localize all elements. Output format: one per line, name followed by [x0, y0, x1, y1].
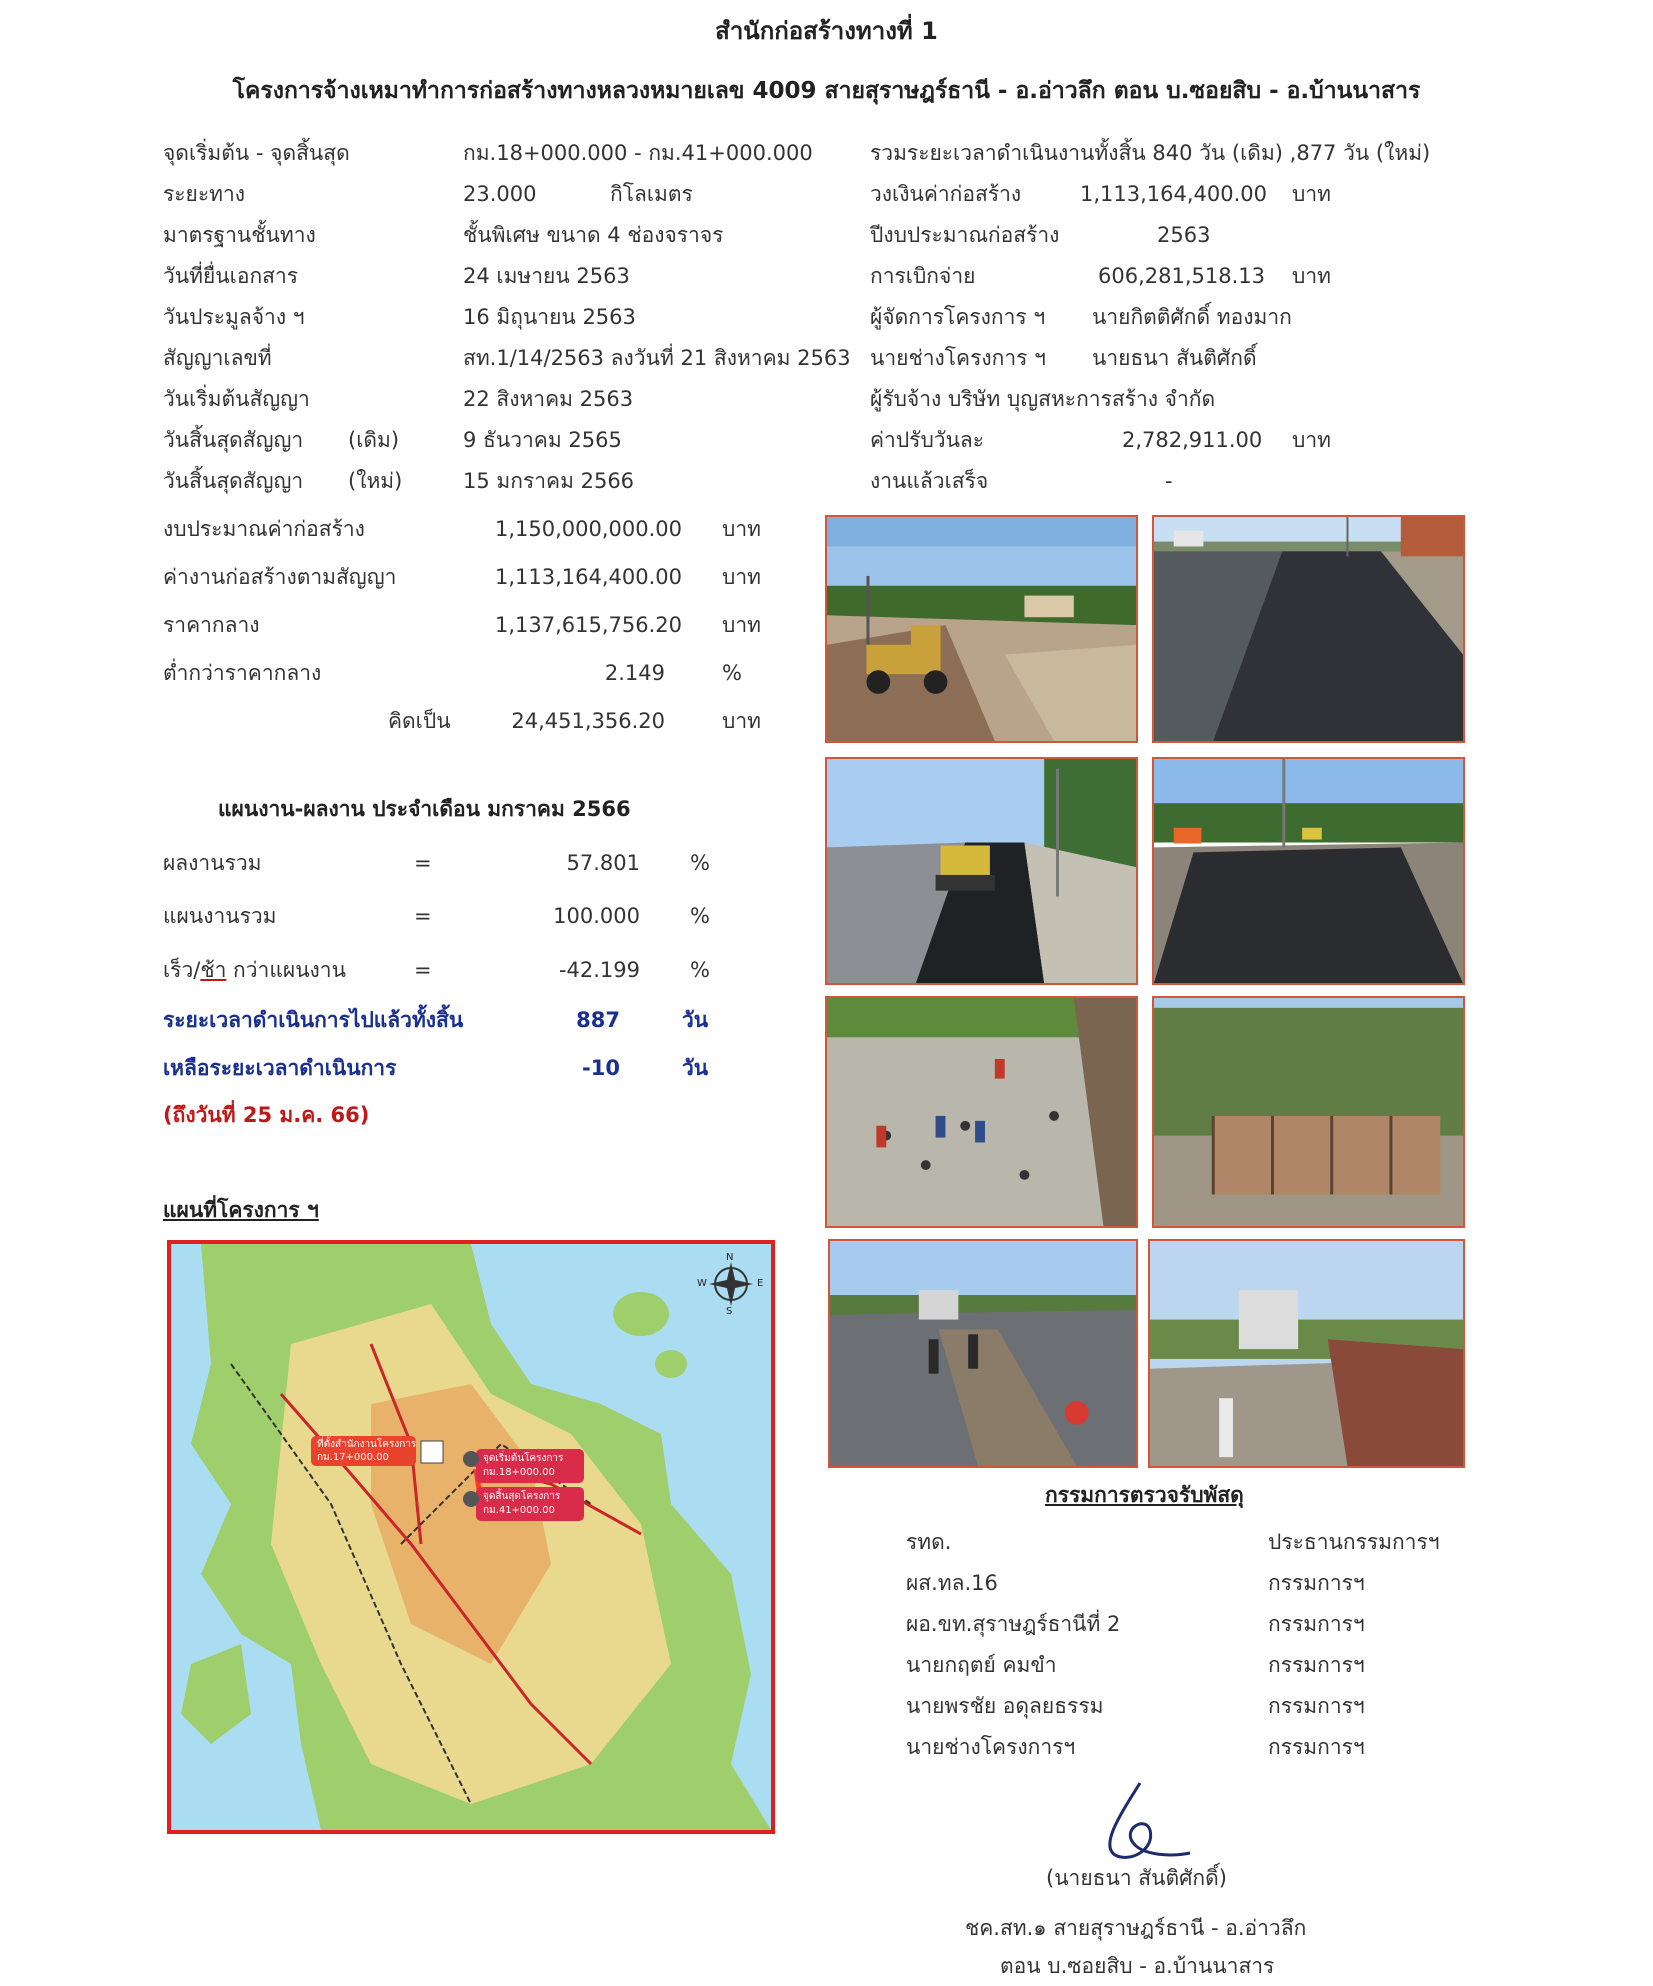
info-label: วันที่ยื่นเอกสาร — [163, 264, 299, 288]
info-label: การเบิกจ่าย — [870, 264, 976, 288]
elapsed-label: ระยะเวลาดำเนินการไปแล้วทั้งสิ้น — [163, 1008, 464, 1032]
budget-label: ต่ำกว่าราคากลาง — [163, 661, 322, 685]
budget-label: ราคากลาง — [163, 613, 260, 637]
info-unit: บาท — [1292, 428, 1331, 452]
budget-label: ค่างานก่อสร้างตามสัญญา — [163, 565, 397, 589]
end-label-line1: จุดสิ้นสุดโครงการ — [483, 1491, 561, 1502]
end-marker-label — [483, 1490, 560, 1518]
info-label: งานแล้วเสร็จ — [870, 469, 989, 493]
compass-w: W — [697, 1278, 707, 1289]
budget-value: 1,150,000,000.00 — [495, 517, 683, 541]
progress-value: -42.199 — [558, 958, 640, 982]
committee-role: กรรมการฯ — [1268, 1612, 1365, 1636]
budget-value: 2.149 — [604, 661, 665, 685]
info-unit: บาท — [1292, 264, 1331, 288]
map-title: แผนที่โครงการ ฯ — [163, 1198, 319, 1222]
progress-value: 100.000 — [553, 904, 640, 928]
info-value: นายกิตติศักดิ์ ทองมาก — [1092, 305, 1292, 329]
committee-name: รทด. — [906, 1530, 952, 1554]
info-value: 15 มกราคม 2566 — [463, 469, 635, 493]
progress-unit: % — [690, 958, 710, 982]
photo-grader — [825, 515, 1138, 743]
label-part-slow: ช้า — [200, 958, 227, 982]
info-value: นายธนา สันติศักดิ์ — [1092, 346, 1257, 370]
project-title: โครงการจ้างเหมาทำการก่อสร้างทางหลวงหมายเลข 4009 สายสุราษฎร์ธานี - อ.อ่าวลึก ตอน บ.ซอยสิบ - อ.บ้านนาสาร — [232, 78, 1421, 104]
elapsed-value: 887 — [576, 1008, 620, 1032]
info-value: 22 สิงหาคม 2563 — [463, 387, 634, 411]
budget-unit: บาท — [722, 565, 761, 589]
label-part-rest: กว่าแผนงาน — [226, 958, 346, 982]
progress-eq: = — [414, 904, 432, 928]
photo-formwork — [1152, 996, 1465, 1228]
photo-road-roller — [825, 757, 1138, 985]
info-value: 9 ธันวาคม 2565 — [463, 428, 622, 452]
info-value: กม.18+000.000 - กม.41+000.000 — [463, 141, 813, 165]
info-label: วันสิ้นสุดสัญญา — [163, 469, 304, 493]
budget-value: 1,137,615,756.20 — [495, 613, 683, 637]
as-of-date: (ถึงวันที่ 25 ม.ค. 66) — [163, 1103, 370, 1127]
info-label: จุดเริ่มต้น - จุดสิ้นสุด — [163, 141, 350, 165]
info-sub: (ใหม่) — [348, 469, 403, 493]
info-label: ปีงบประมาณก่อสร้าง — [870, 223, 1060, 247]
committee-role: ประธานกรรมการฯ — [1268, 1530, 1440, 1554]
elapsed-unit: วัน — [682, 1008, 709, 1032]
start-marker-label — [483, 1452, 563, 1480]
info-label: มาตรฐานชั้นทาง — [163, 223, 316, 247]
info-value: 23.000 — [463, 182, 537, 206]
info-label: วงเงินค่าก่อสร้าง — [870, 182, 1022, 206]
office-marker-label — [317, 1438, 416, 1464]
end-label-line2: กม.41+000.00 — [483, 1505, 555, 1516]
photo-workers-rebar — [825, 996, 1138, 1228]
committee-name: ผอ.ขท.สุราษฎร์ธานีที่ 2 — [906, 1612, 1121, 1636]
photo-paved-road — [1152, 757, 1465, 985]
info-label: วันประมูลจ้าง ฯ — [163, 305, 305, 329]
info-label: ผู้จัดการโครงการ ฯ — [870, 305, 1046, 329]
committee-role: กรรมการฯ — [1268, 1735, 1365, 1759]
start-label-line2: กม.18+000.00 — [483, 1467, 555, 1478]
committee-role: กรรมการฯ — [1268, 1571, 1365, 1595]
info-label: รวมระยะเวลาดำเนินงานทั้งสิ้น 840 วัน (เดิม) ,877 วัน (ใหม่) — [870, 141, 1431, 165]
budget-value: 24,451,356.20 — [511, 709, 665, 733]
progress-title: แผนงาน-ผลงาน ประจำเดือน มกราคม 2566 — [218, 797, 631, 821]
committee-name: นายช่างโครงการฯ — [906, 1735, 1076, 1759]
info-value: 606,281,518.13 — [1098, 264, 1265, 288]
budget-label: งบประมาณค่าก่อสร้าง — [163, 517, 365, 541]
progress-label: แผนงานรวม — [163, 904, 277, 928]
info-label: นายช่างโครงการ ฯ — [870, 346, 1046, 370]
office-label-line1: ที่ตั้งสำนักงานโครงการ — [317, 1439, 417, 1450]
progress-label: ผลงานรวม — [163, 851, 262, 875]
budget-unit: บาท — [722, 613, 761, 637]
office-title: สำนักก่อสร้างทางที่ 1 — [715, 17, 938, 45]
info-value: 2563 — [1157, 223, 1211, 247]
budget-label: คิดเป็น — [388, 709, 451, 733]
info-value: ชั้นพิเศษ ขนาด 4 ช่องจราจร — [463, 223, 724, 247]
info-value: 2,782,911.00 — [1122, 428, 1263, 452]
info-value: สท.1/14/2563 ลงวันที่ 21 สิงหาคม 2563 — [463, 346, 851, 370]
info-value: 16 มิถุนายน 2563 — [463, 305, 636, 329]
info-value: 24 เมษายน 2563 — [463, 264, 630, 288]
info-label: ค่าปรับวันละ — [870, 428, 985, 452]
committee-name: ผส.ทล.16 — [906, 1571, 998, 1595]
budget-unit: % — [722, 661, 742, 685]
compass-s: S — [726, 1306, 733, 1317]
info-sub: (เดิม) — [348, 428, 400, 452]
info-value: 1,113,164,400.00 — [1080, 182, 1268, 206]
committee-title: กรรมการตรวจรับพัสดุ — [1045, 1483, 1244, 1507]
signer-name: (นายธนา สันติศักดิ์) — [1046, 1866, 1227, 1890]
budget-unit: บาท — [722, 709, 761, 733]
photo-concrete-truck — [1148, 1239, 1465, 1468]
office-label-line2: กม.17+000.00 — [317, 1452, 389, 1463]
info-unit: กิโลเมตร — [610, 182, 693, 206]
progress-eq: = — [414, 958, 432, 982]
committee-role: กรรมการฯ — [1268, 1694, 1365, 1718]
progress-value: 57.801 — [566, 851, 640, 875]
committee-name: นายพรชัย อดุลยธรรม — [906, 1694, 1104, 1718]
committee-name: นายกฤตย์ คมขำ — [906, 1653, 1057, 1677]
budget-value: 1,113,164,400.00 — [495, 565, 683, 589]
remaining-unit: วัน — [682, 1056, 709, 1080]
committee-role: กรรมการฯ — [1268, 1653, 1365, 1677]
info-label: สัญญาเลขที่ — [163, 346, 272, 370]
compass-n: N — [726, 1252, 734, 1263]
info-label: วันสิ้นสุดสัญญา — [163, 428, 304, 452]
info-value: - — [1165, 469, 1173, 493]
info-label: ระยะทาง — [163, 182, 246, 206]
remaining-value: -10 — [582, 1056, 620, 1080]
signature-scribble — [1080, 1775, 1200, 1865]
photo-asphalt-road — [1152, 515, 1465, 743]
info-label: วันเริ่มต้นสัญญา — [163, 387, 310, 411]
project-map — [167, 1240, 775, 1834]
progress-label — [163, 957, 346, 983]
progress-unit: % — [690, 851, 710, 875]
progress-unit: % — [690, 904, 710, 928]
photo-drain-workers — [828, 1239, 1138, 1468]
info-label: ผู้รับจ้าง บริษัท บุญสหะการสร้าง จำกัด — [870, 387, 1216, 411]
signer-position-line2: ตอน บ.ซอยสิบ - อ.บ้านนาสาร — [1000, 1954, 1275, 1978]
progress-eq: = — [414, 851, 432, 875]
info-unit: บาท — [1292, 182, 1331, 206]
compass-e: E — [757, 1278, 764, 1289]
signer-position-line1: ชค.สท.๑ สายสุราษฎร์ธานี - อ.อ่าวลึก — [965, 1916, 1307, 1940]
label-part-fast: เร็ว/ — [163, 958, 201, 982]
remaining-label: เหลือระยะเวลาดำเนินการ — [163, 1056, 397, 1080]
budget-unit: บาท — [722, 517, 761, 541]
start-label-line1: จุดเริ่มต้นโครงการ — [483, 1453, 564, 1464]
